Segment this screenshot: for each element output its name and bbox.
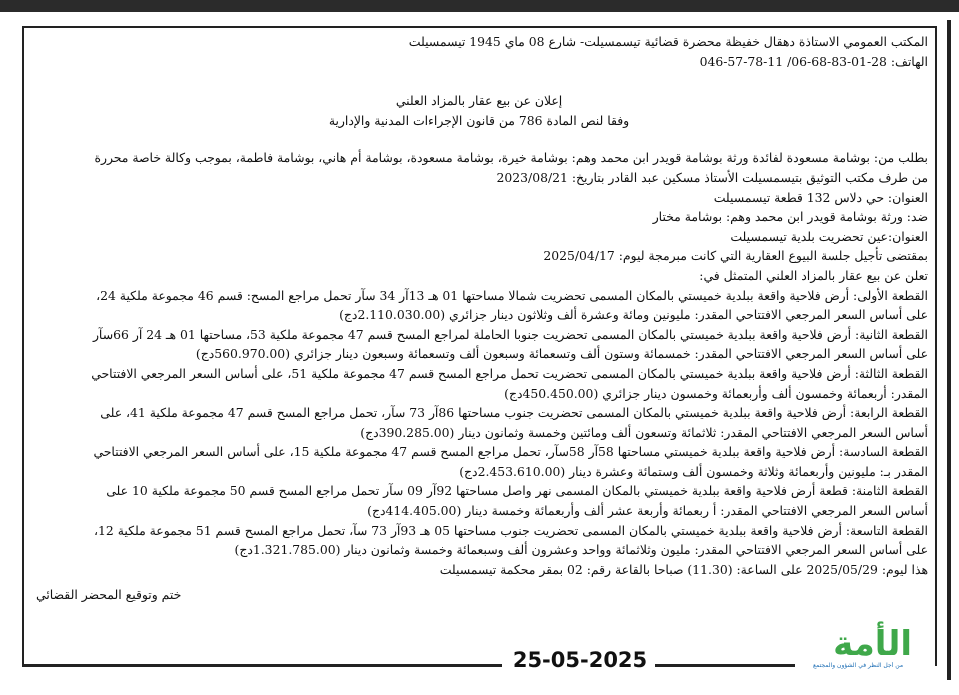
lot-4-line-2: أساس السعر المرجعي الافتتاحي المقدر: ثلاثمائة وتسعون ألف ومائتين وخمسة وثمانون دينار (390.285.00دج): [360, 424, 928, 440]
right-edge-line: [947, 20, 951, 680]
lot-1-line-2: على أساس السعر المرجعي الافتتاحي المقدر: مليونين ومائة وعشرة ألف وثلاثون دينار جزائري (2.110.030.00دج): [339, 307, 928, 323]
requester-address: العنوان: حي دلاس 132 قطعة تيسمسيلت: [713, 189, 928, 205]
lot-9-line-1: القطعة التاسعة: أرض فلاحية واقعة ببلدية خميستي بالمكان المسمى تحضريت جنوب مساحتها 05 هـ 93آر 73 سآ، تحمل مراجع المسح قسم 51 مجموعة ملكية 12،: [94, 522, 928, 538]
announcement-legal-basis: وفقا لنص المادة 786 من قانون الإجراءات المدنية والإدارية: [328, 112, 630, 128]
against-party: ضد: ورثة بوشامة قويدر ابن محمد وهم: بوشامة مختار: [652, 209, 928, 225]
lot-3-line-2: المقدر: أربعمائة وخمسون ألف وأربعمائة وخمسون دينار جزائري (450.450.00دج): [504, 385, 928, 401]
announcement-content: [30, 32, 928, 605]
lot-2-line-1: القطعة الثانية: أرض فلاحية واقعة ببلدية خميستي بالمكان المسمى تحضريت جنوبا الحاملة لمراجع المسح قسم 47 مجموعة ملكية 53، مساحتها 01 هـ 24 آر 66سآر: [92, 326, 928, 342]
postponement-notice: بمقتضى تأجيل جلسة البيوع العقارية التي كانت مبرمجة ليوم: 2025/04/17: [543, 248, 928, 264]
announcement-title: إعلان عن بيع عقار بالمزاد العلني: [395, 93, 563, 109]
bottom-rule-left: [22, 664, 502, 667]
hearing-date: هذا ليوم: 2025/05/29 على الساعة: (11.30) صباحا بالقاعة رقم: 02 بمقر محكمة تيسمسيلت: [439, 561, 928, 577]
lot-8-line-1: القطعة الثامنة: قطعة أرض فلاحية واقعة ببلدية خميستي بالمكان المسمى نهر واصل مساحتها 92آر 09 سآر تحمل مراجع المسح قسم 50 مجموعة ملكية 10 على: [106, 483, 928, 499]
request-line-1: بطلب من: بوشامة مسعودة لفائدة ورثة بوشامة قويدر ابن محمد وهم: بوشامة خيرة، بوشامة مسعودة، بوشامة أم هاني، بوشامة فاطمة، بموجب وكالة خاصة محررة: [94, 150, 928, 166]
lot-8-line-2: أساس السعر المرجعي الافتتاحي المقدر: أ ربعمائة وأربعة عشر ألف وأربعمائة وخمسة دينار (414.405.00دج): [367, 503, 928, 519]
lot-6-line-1: القطعة السادسة: أرض فلاحية واقعة ببلدية خميستي مساحتها 58آر 58سآر، تحمل مراجع المسح قسم 47 مجموعة ملكية 15، على أساس السعر المرجعي الافتتاحي: [93, 444, 928, 460]
signature-note: ختم وتوقيع المحضر القضائي: [36, 587, 182, 603]
top-bar: [0, 0, 959, 12]
lot-9-line-2: على أساس السعر المرجعي الافتتاحي المقدر: مليون وثلاثمائة وواحد وعشرون ألف وسبعمائة وخمسة وثمانون دينار (1.321.785.00دج): [234, 542, 928, 558]
lot-3-line-1: القطعة الثالثة: أرض فلاحية واقعة ببلدية خميستي بالمكان المسمى تحضريت تحمل مراجع المسح قسم 47 مجموعة ملكية 51، على أساس السعر المرجعي الافتتاحي: [91, 365, 928, 381]
sale-announcement: تعلن عن بيع عقار بالمزاد العلني المتمثل في:: [699, 267, 928, 283]
publication-date: 25-05-2025: [512, 648, 648, 672]
lot-1-line-1: القطعة الأولى: أرض فلاحية واقعة ببلدية خميستي بالمكان المسمى تحضريت شمالا مساحتها 01 هـ 13آر 34 سآر تحمل مراجع المسح: قسم 46 مجموعة ملكية 24،: [96, 287, 928, 303]
lot-4-line-1: القطعة الرابعة: أرض فلاحية واقعة ببلدية خميستي بالمكان المسمى تحضريت جنوب مساحتها 86آر 73 سآر، تحمل مراجع المسح قسم 47 مجموعة ملكية 41، على: [100, 405, 928, 421]
logo-title: الأمة: [833, 624, 912, 664]
office-header: المكتب العمومي الاستاذة دهقال خفيظة محضرة قضائية تيسمسيلت- شارع 08 ماي 1945 تيسمسيلت: [408, 34, 928, 49]
against-address: العنوان:عين تحضريت بلدية تيسمسيلت: [730, 228, 928, 244]
newspaper-logo: [800, 624, 920, 675]
bottom-rule-right: [655, 664, 795, 667]
lot-2-line-2: على أساس السعر المرجعي الافتتاحي المقدر: خمسمائة وستون ألف وتسعمائة وسبعون ألف وتسعمائة وسبعون دينار جزائري (560.970.00دج): [195, 346, 928, 362]
logo-subtitle: من أجل النظر في الشؤون والمجتمع: [812, 662, 904, 669]
lot-6-line-2: المقدر بـ: مليونين وأربعمائة وثلاثة وخمسون ألف وستمائة وعشرة دينار (2.453.610.00دج): [459, 463, 928, 479]
request-line-2: من طرف مكتب التوثيق بتيسمسيلت الأستاذ مسكين عبد القادر بتاريخ: 2023/08/21: [496, 169, 928, 185]
office-phone: الهاتف: 28-01-83-68-06/ 11-78-57-046: [699, 53, 928, 69]
